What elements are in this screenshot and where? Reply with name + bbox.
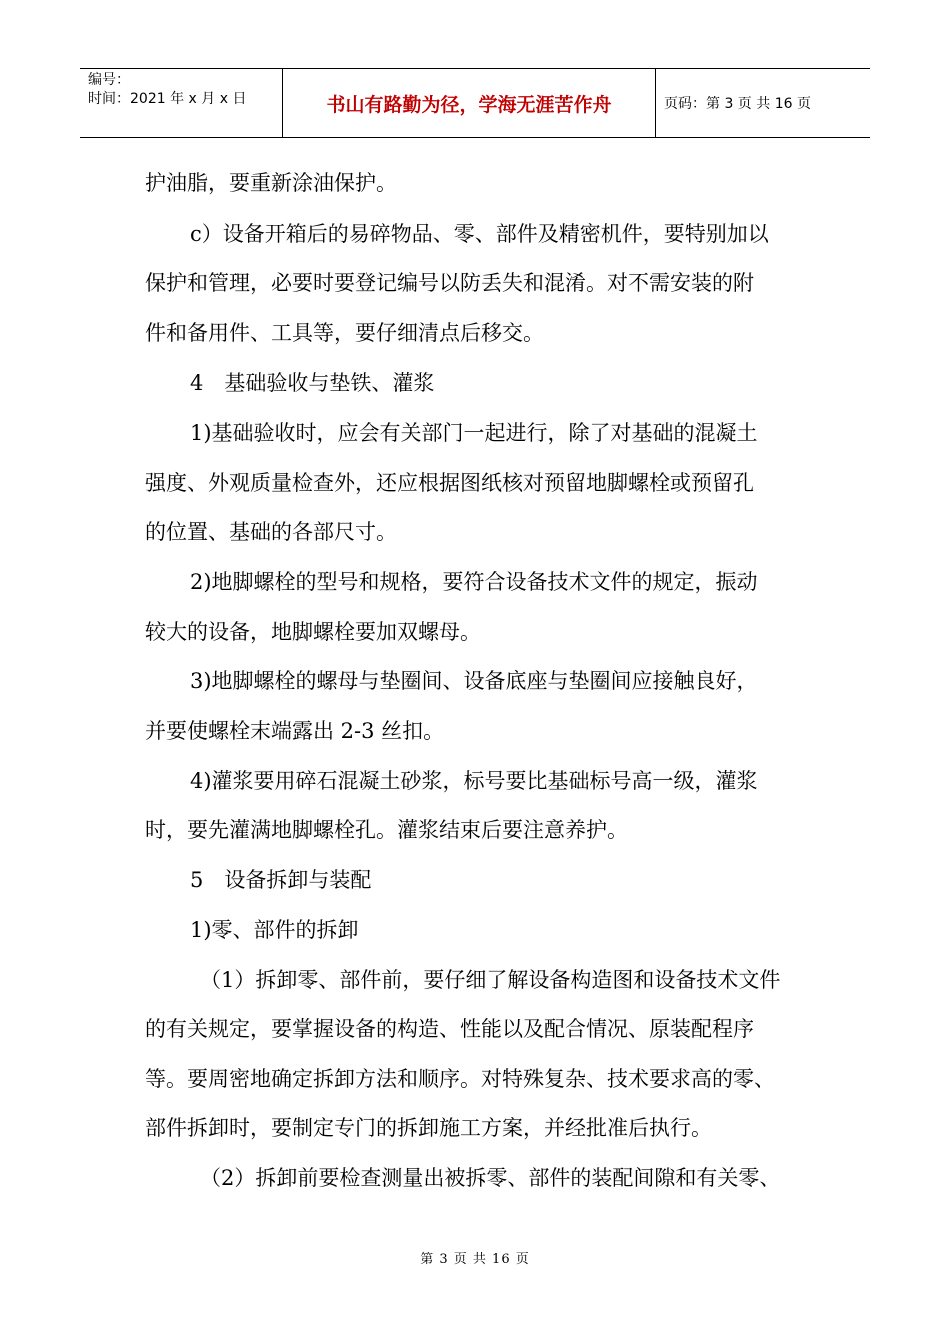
text-line: 强度、外观质量检查外，还应根据图纸核对预留地脚螺栓或预留孔 xyxy=(145,471,754,495)
text-line: 4)灌浆要用碎石混凝土砂浆，标号要比基础标号高一级，灌浆 xyxy=(190,769,758,793)
section-heading: 4 基础验收与垫铁、灌浆 xyxy=(190,371,435,395)
header-page-number: 页码：第 3 页 共 16 页 xyxy=(664,96,811,112)
page-header xyxy=(80,68,870,138)
document-date: 时间：2021 年 x 月 x 日 xyxy=(88,91,247,107)
text-line: 部件拆卸时，要制定专门的拆卸施工方案，并经批准后执行。 xyxy=(145,1116,712,1140)
document-number: 编号： xyxy=(88,72,130,88)
section-heading: 5 设备拆卸与装配 xyxy=(190,868,372,892)
text-line: 等。要周密地确定拆卸方法和顺序。对特殊复杂、技术要求高的零、 xyxy=(145,1067,775,1091)
text-line: 3)地脚螺栓的螺母与垫圈间、设备底座与垫圈间应接触良好， xyxy=(190,669,758,693)
text-line: 的有关规定，要掌握设备的构造、性能以及配合情况、原装配程序 xyxy=(145,1017,754,1041)
text-line: 并要使螺栓末端露出 2-3 丝扣。 xyxy=(145,719,445,743)
header-meta xyxy=(80,69,283,137)
text-line: 时，要先灌满地脚螺栓孔。灌浆结束后要注意养护。 xyxy=(145,818,628,842)
text-line: 件和备用件、工具等，要仔细清点后移交。 xyxy=(145,321,544,345)
header-page-cell xyxy=(656,69,870,137)
text-line: 护油脂，要重新涂油保护。 xyxy=(145,171,397,195)
text-line: 较大的设备，地脚螺栓要加双螺母。 xyxy=(145,620,481,644)
text-line: 1)基础验收时，应会有关部门一起进行，除了对基础的混凝土 xyxy=(190,421,758,445)
text-line: （1）拆卸零、部件前，要仔细了解设备构造图和设备技术文件 xyxy=(200,968,781,992)
motto: 书山有路勤为径，学海无涯苦作舟 xyxy=(326,93,612,116)
text-line: 保护和管理，必要时要登记编号以防丢失和混淆。对不需安装的附 xyxy=(145,271,754,295)
header-motto-cell xyxy=(283,69,656,137)
text-line: （2）拆卸前要检查测量出被拆零、部件的装配间隙和有关零、 xyxy=(200,1166,781,1190)
text-line: 1)零、部件的拆卸 xyxy=(190,918,359,942)
text-line: c）设备开箱后的易碎物品、零、部件及精密机件，要特别加以 xyxy=(190,222,769,246)
text-line: 2)地脚螺栓的型号和规格，要符合设备技术文件的规定，振动 xyxy=(190,570,758,594)
page-footer: 第 3 页 共 16 页 xyxy=(420,1252,530,1267)
text-line: 的位置、基础的各部尺寸。 xyxy=(145,520,397,544)
